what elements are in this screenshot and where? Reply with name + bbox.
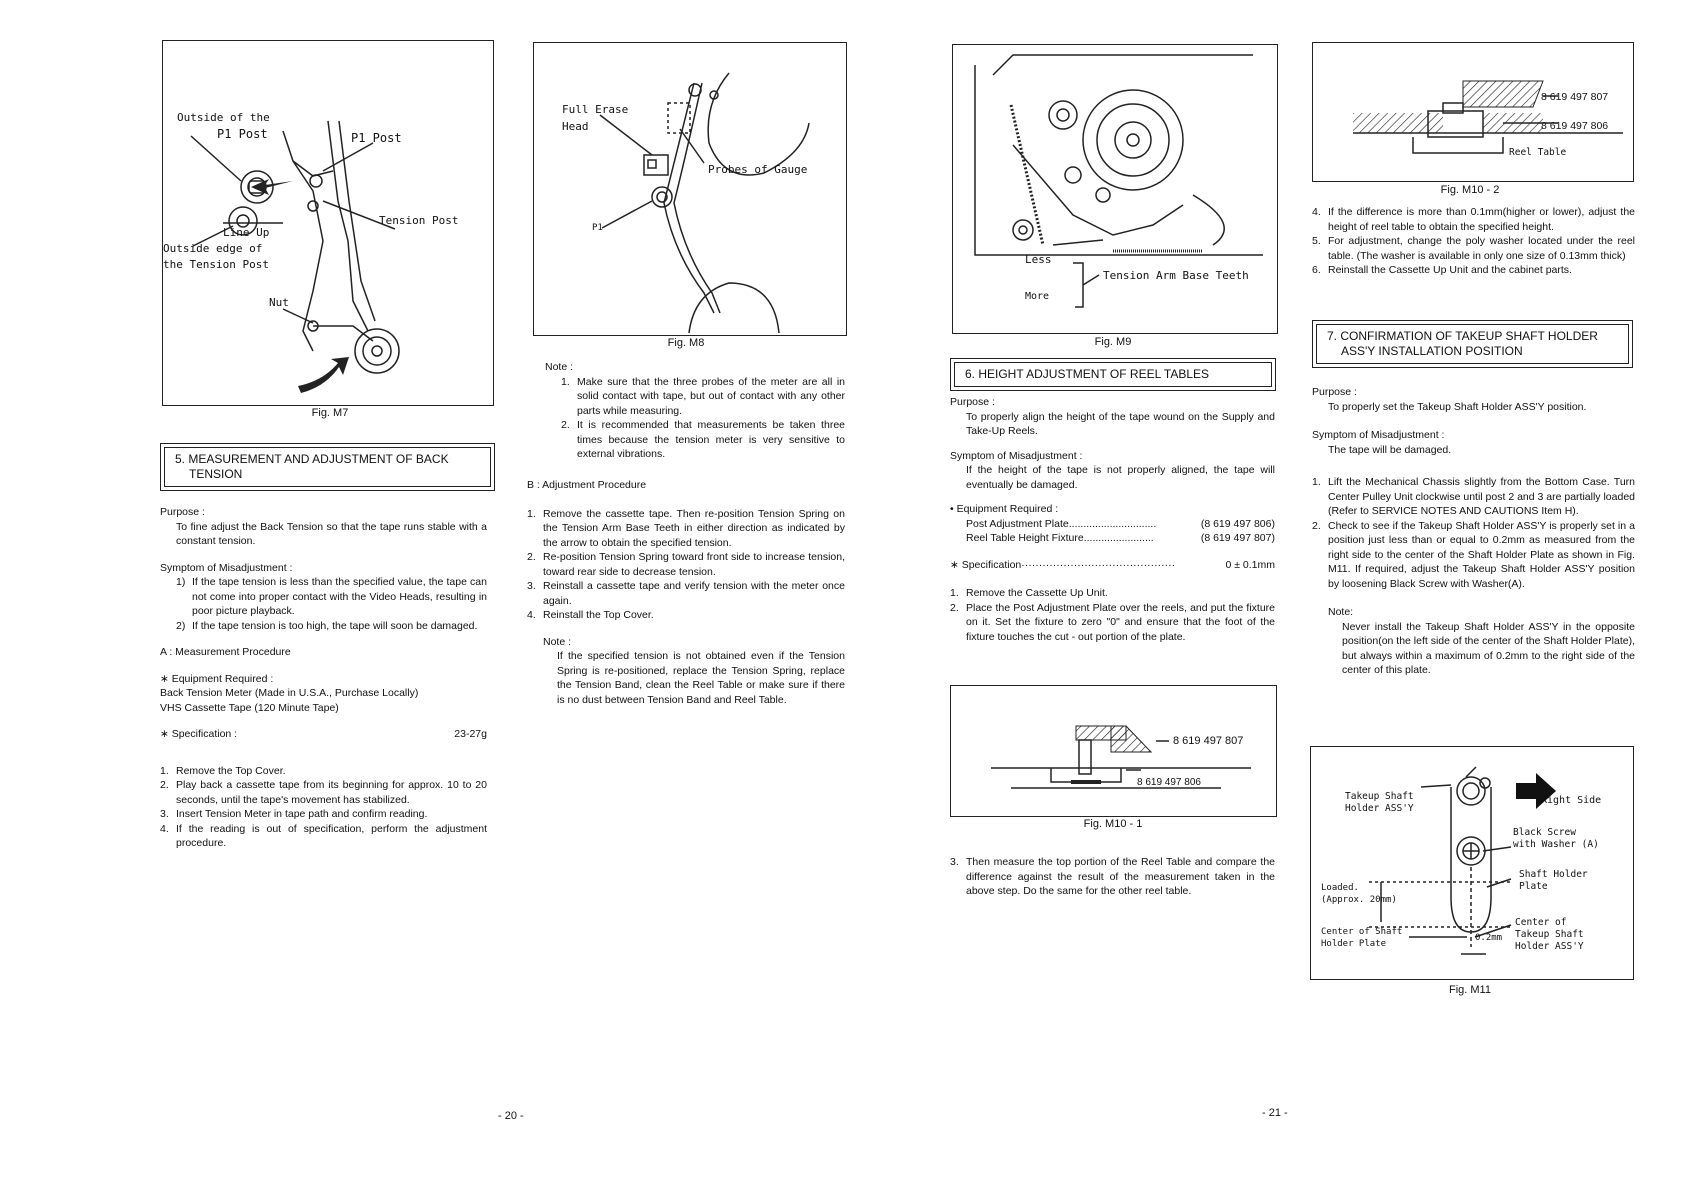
- fig-m9-drawing: [953, 45, 1277, 333]
- procedure-b-step: 4. Reinstall the Top Cover.: [527, 609, 654, 621]
- fig-m10-2: [1312, 42, 1634, 182]
- s7-note-text: Never install the Takeup Shaft Holder ASS'Y in the opposite position(on the left side of the center of the Shaft Holder Plate), but always within a maximum of 0.2mm to the right side of the center of this plate.: [1342, 620, 1636, 676]
- label-p1-post-b: P1 Post: [351, 131, 402, 145]
- s7-step: 1. Lift the Mechanical Chassis slightly from the Bottom Case. Turn Center Pulley Unit clockwise until post 2 and 3 are partially loaded (Refer to SERVICE NOTES AND CAUTIONS Item H).: [1312, 476, 1635, 517]
- label-m10-2-part-b: 8 619 497 806: [1541, 120, 1609, 132]
- section5-heading-line2: TENSION: [189, 467, 243, 481]
- label-tension-post: Tension Post: [379, 214, 459, 227]
- label-reel-table: Reel Table: [1509, 147, 1567, 158]
- label-takeup-1: Takeup Shaft: [1345, 791, 1414, 802]
- step-item: 6. Reinstall the Cassette Up Unit and the cabinet parts.: [1312, 264, 1572, 276]
- label-center-takeup-2: Takeup Shaft: [1515, 929, 1584, 940]
- section7-body: [1312, 385, 1635, 678]
- fig-m11: [1310, 746, 1634, 980]
- section7-heading-line2: ASS'Y INSTALLATION POSITION: [1341, 344, 1523, 358]
- equipment-item: VHS Cassette Tape (120 Minute Tape): [160, 701, 339, 714]
- steps-4-6: [1312, 205, 1635, 278]
- page-number-left: - 20 -: [498, 1110, 524, 1122]
- label-loaded-2: (Approx. 20mm): [1321, 895, 1397, 905]
- label-m10-1-part-a: 8 619 497 807: [1173, 735, 1244, 747]
- purpose-text: To fine adjust the Back Tension so that the tape runs stable with a constant tension.: [176, 520, 487, 547]
- procedure-b-label: B : Adjustment Procedure: [527, 479, 647, 491]
- label-center-shaft-1: Center of Shaft: [1321, 927, 1403, 937]
- label-nut: Nut: [269, 296, 289, 309]
- section7-heading-line1: 7. CONFIRMATION OF TAKEUP SHAFT HOLDER: [1327, 329, 1598, 343]
- procedure-b-step: 2. Re-position Tension Spring toward front side to increase tension, toward rear side to decrease tension.: [527, 551, 845, 578]
- symptom-item: 2) If the tape tension is too high, the tape will soon be damaged.: [176, 619, 478, 632]
- label-shaft-holder-2: Plate: [1519, 881, 1548, 892]
- s7-note-label: Note:: [1328, 606, 1354, 618]
- spec-row: [160, 727, 487, 742]
- label-tension-arm: Tension Arm Base Teeth: [1103, 269, 1249, 282]
- fig-m10-1-drawing: [951, 686, 1276, 816]
- s6-step: 2. Place the Post Adjustment Plate over the reels, and put the fixture on it. Set the fixture to zero "0" and ensure that the foot of the fixture touches the cut - out portion of the plate.: [950, 601, 1275, 643]
- label-black-screw-1: Black Screw: [1513, 827, 1576, 838]
- s6-purpose-text: To properly align the height of the tape wound on the Supply and Take-Up Reels.: [966, 410, 1275, 437]
- procedure-b-step: 1. Remove the cassette tape. Then re-position Tension Spring on the Tension Arm Base Teeth in either direction as indicated by the arrow to obtain the specified tension.: [527, 507, 845, 549]
- s6-symptom-label: Symptom of Misadjustment :: [950, 449, 1083, 462]
- s6-equipment-row: Reel Table Height Fixture ........................ (8 619 497 807): [966, 532, 1275, 544]
- s7-step: 2. Check to see if the Takeup Shaft Holder ASS'Y is properly set in a position just less than or equal to 0.2mm as measured from the right side to the center of the Shaft Holder Plate as shown in Fig. M11. If required, adjust the Takeup Shaft Holder ASS'Y position by loosening Black Screw with Washer(A).: [1312, 519, 1635, 590]
- s7-symptom-label: Symptom of Misadjustment :: [1312, 429, 1445, 441]
- label-outside-edge: Outside edge of: [163, 242, 263, 255]
- label-center-takeup-3: Holder ASS'Y: [1515, 941, 1584, 952]
- s6-equipment-label: • Equipment Required :: [950, 503, 1059, 515]
- section6-heading-text: 6. HEIGHT ADJUSTMENT OF REEL TABLES: [965, 367, 1210, 381]
- step-item: 4. If the difference is more than 0.1mm(higher or lower), adjust the height of reel table to obtain the specified height.: [1312, 206, 1635, 233]
- procedure-b-note-label: Note :: [543, 635, 572, 648]
- label-probes: Probes of Gauge: [708, 163, 808, 176]
- label-m10-1-part-b: 8 619 497 806: [1137, 777, 1201, 788]
- symptom-label: Symptom of Misadjustment :: [160, 561, 293, 574]
- label-more: More: [1025, 291, 1050, 302]
- caption-fig-m9: Fig. M9: [1094, 336, 1132, 348]
- section5-body: [160, 505, 487, 851]
- procedure-b: [527, 478, 845, 707]
- note1-item: 1. Make sure that the three probes of the meter are all in solid contact with tape, but out of contact with any other parts while measuring.: [561, 375, 845, 417]
- fig-m9: [952, 44, 1278, 334]
- symptom-item: 1) If the tape tension is less than the specified value, the tape can not come into proper contact with the Video Heads, resulting in poor picture playback.: [176, 576, 487, 617]
- s6-spec-row: ∗ Specification ············································ 0 ± 0.1mm: [950, 558, 1275, 571]
- label-black-screw-2: with Washer (A): [1513, 839, 1599, 850]
- label-full-erase: Full Erase: [562, 103, 629, 116]
- label-shaft-holder-1: Shaft Holder: [1519, 869, 1588, 880]
- s7-symptom-text: The tape will be damaged.: [1328, 443, 1452, 456]
- section7-heading: [1312, 320, 1633, 368]
- spec-label: ∗ Specification :: [160, 728, 238, 740]
- fig-m10-2-drawing: [1313, 43, 1633, 181]
- label-p1-post-a: P1 Post: [217, 127, 268, 141]
- label-outside-p1: Outside of the: [177, 111, 270, 124]
- procedure-b-step: 3. Reinstall a cassette tape and verify tension with the meter once again.: [527, 580, 845, 607]
- s6-purpose-label: Purpose :: [950, 396, 995, 408]
- s6-equipment-row: Post Adjustment Plate .............................. (8 619 497 806): [966, 517, 1275, 530]
- equipment-item: Back Tension Meter (Made in U.S.A., Purchase Locally): [160, 687, 419, 699]
- step-item: 4. If the reading is out of specification, perform the adjustment procedure.: [160, 822, 487, 849]
- purpose-label: Purpose :: [160, 506, 205, 518]
- label-p1: P1: [592, 223, 603, 233]
- fig-m8-drawing: [534, 43, 846, 335]
- step-item: 3. Insert Tension Meter in tape path and confirm reading.: [160, 808, 428, 820]
- label-right-side: Right Side: [1541, 795, 1602, 806]
- note1-label: Note :: [545, 361, 574, 373]
- caption-fig-m8: Fig. M8: [667, 337, 705, 349]
- procedure-b-note-text: If the specified tension is not obtained even if the Tension Spring is re-positioned, replace the Tension Spring, replace the Tension Band, clean the Reel Table or make sure if there is no dust between Tension Band and Reel Table.: [557, 650, 845, 706]
- section5-heading-line1: 5. MEASUREMENT AND ADJUSTMENT OF BACK: [175, 452, 449, 466]
- label-m10-2-part-a: 8 619 497 807: [1541, 91, 1609, 103]
- label-the-tension-post: the Tension Post: [163, 258, 269, 271]
- fig-m8: [533, 42, 847, 336]
- caption-fig-m11: Fig. M11: [1449, 984, 1491, 996]
- caption-fig-m7: Fig. M7: [311, 407, 349, 419]
- section5-heading: [160, 443, 495, 491]
- section6-heading: [950, 358, 1276, 391]
- label-takeup-2: Holder ASS'Y: [1345, 803, 1414, 814]
- label-loaded-1: Loaded.: [1321, 883, 1359, 893]
- note1-item: 2. It is recommended that measurements be taken three times because the tension meter is very sensitive to external vibrations.: [561, 419, 845, 460]
- fig-m10-1: [950, 685, 1277, 817]
- step-item: 2. Play back a cassette tape from its beginning for approx. 10 to 20 seconds, until the tape's movement has stabilized.: [160, 779, 487, 806]
- procedure-a-label: A : Measurement Procedure: [160, 646, 291, 658]
- step-item: 1. Remove the Top Cover.: [160, 764, 286, 777]
- s7-purpose-label: Purpose :: [1312, 386, 1357, 398]
- label-line-up: Line Up: [223, 226, 270, 239]
- step-item: 5. For adjustment, change the poly washer located under the reel table. (The washer is available in only one size of 0.13mm thick): [1312, 235, 1635, 262]
- equipment-label: ∗ Equipment Required :: [160, 672, 274, 685]
- spec-value: 23-27g: [454, 728, 487, 740]
- s6-step: 1. Remove the Cassette Up Unit.: [950, 587, 1108, 599]
- fig-m7: [162, 40, 494, 406]
- note1: [545, 360, 845, 462]
- caption-fig-m10-2: Fig. M10 - 2: [1440, 184, 1500, 196]
- s6-symptom-text: If the height of the tape is not properly aligned, the tape will eventually be damaged.: [966, 464, 1275, 491]
- page-number-right: - 21 -: [1262, 1107, 1288, 1119]
- label-dist: 0.2mm: [1475, 933, 1503, 943]
- label-center-shaft-2: Holder Plate: [1321, 939, 1387, 949]
- label-less: Less: [1025, 253, 1052, 266]
- section6-body: [950, 395, 1275, 644]
- s6-step3: 3. Then measure the top portion of the Reel Table and compare the difference against the result of the measurement taken in the above step. Do the same for the other reel table.: [950, 856, 1275, 897]
- s7-purpose-text: To properly set the Takeup Shaft Holder ASS'Y position.: [1328, 400, 1587, 413]
- label-center-takeup-1: Center of: [1515, 917, 1567, 928]
- label-head: Head: [562, 120, 589, 133]
- caption-fig-m10-1: Fig. M10 - 1: [1083, 818, 1143, 830]
